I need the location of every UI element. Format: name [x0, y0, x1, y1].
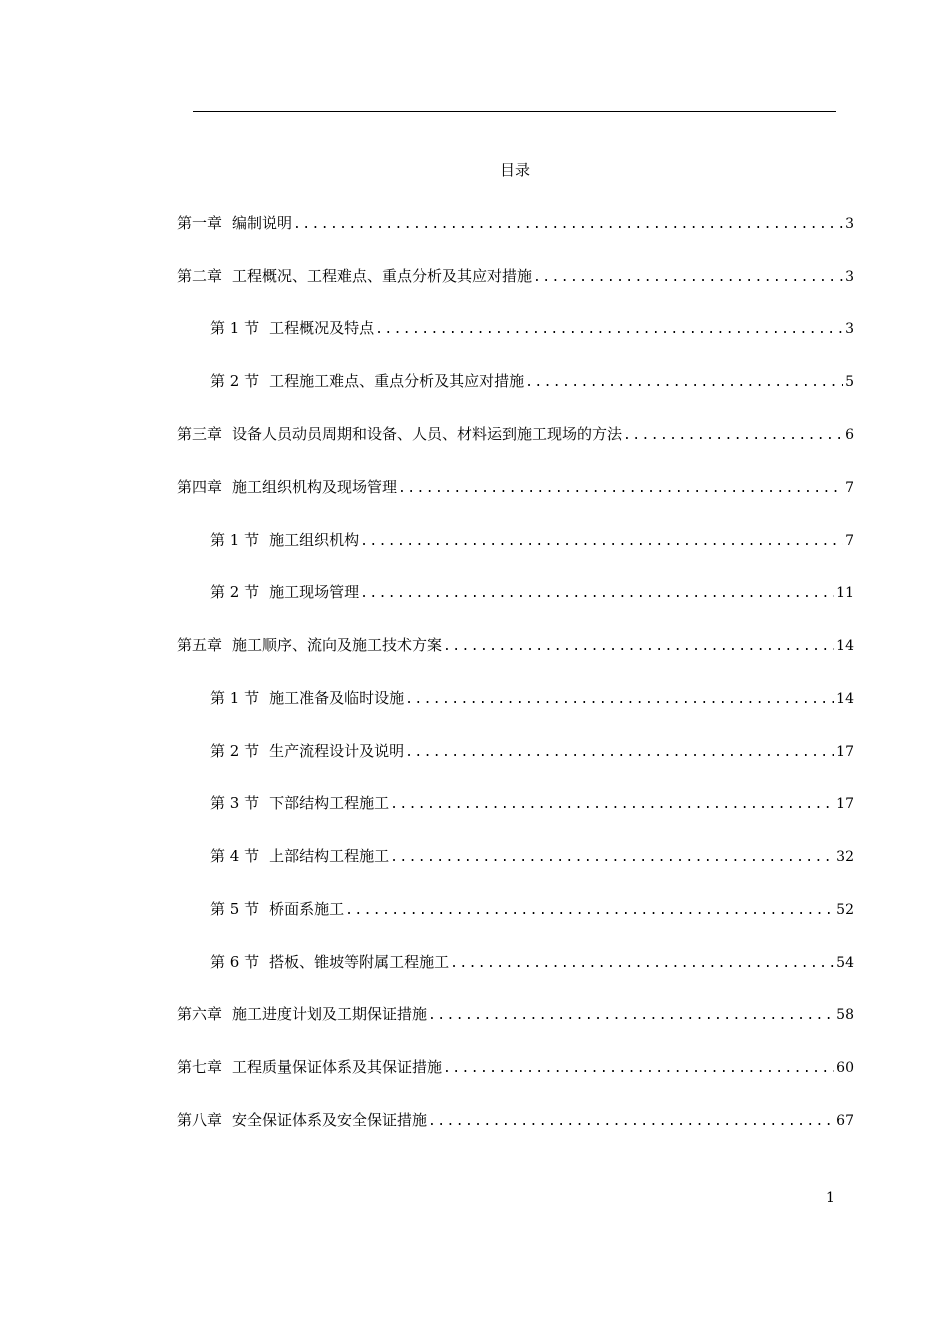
toc-entry-title: 施工组织机构 — [269, 531, 360, 549]
toc-entry-number: 第三章 — [177, 425, 223, 443]
toc-dot-leader — [443, 1058, 834, 1080]
toc-entry-number: 第 1 节 — [210, 689, 260, 707]
toc-entry-number: 第二章 — [177, 267, 223, 285]
toc-dot-leader — [405, 689, 834, 711]
toc-entry-page: 17 — [836, 796, 854, 812]
toc-dot-leader — [450, 953, 834, 975]
toc-entry-page: 58 — [836, 1007, 854, 1023]
page-number: 1 — [826, 1190, 835, 1206]
toc-entry-page: 14 — [836, 638, 854, 654]
toc-entry-page: 5 — [845, 374, 854, 390]
toc-entry-page: 67 — [836, 1113, 854, 1129]
toc-entry-chapter-5-section-1[interactable] — [210, 687, 854, 711]
toc-entry-title: 施工组织机构及现场管理 — [232, 478, 398, 496]
toc-entry-title: 搭板、锥坡等附属工程施工 — [269, 953, 450, 971]
toc-entry-number: 第 5 节 — [210, 900, 260, 918]
toc-dot-leader — [443, 636, 834, 658]
toc-title: 目录 — [499, 161, 530, 179]
toc-dot-leader — [390, 794, 834, 816]
toc-entry-number: 第五章 — [177, 636, 223, 654]
toc-entry-chapter-3[interactable] — [177, 423, 854, 447]
toc-entry-chapter-2[interactable] — [177, 265, 854, 289]
toc-entry-chapter-4-section-2[interactable] — [210, 581, 854, 605]
toc-dot-leader — [390, 847, 834, 869]
toc-entry-number: 第一章 — [177, 214, 223, 232]
toc-entry-number: 第 4 节 — [210, 847, 260, 865]
toc-entry-chapter-5-section-6[interactable] — [210, 951, 854, 975]
toc-entry-chapter-8[interactable] — [177, 1109, 854, 1133]
toc-entry-title: 桥面系施工 — [269, 900, 345, 918]
toc-entry-number: 第七章 — [177, 1058, 223, 1076]
toc-dot-leader — [375, 319, 843, 341]
toc-dot-leader — [398, 478, 843, 500]
toc-entry-chapter-5[interactable] — [177, 634, 854, 658]
toc-entry-title: 工程概况及特点 — [269, 319, 375, 337]
toc-entry-chapter-6[interactable] — [177, 1003, 854, 1027]
toc-entry-title: 施工现场管理 — [269, 583, 360, 601]
toc-dot-leader — [533, 267, 843, 289]
toc-entry-title: 工程概况、工程难点、重点分析及其应对措施 — [232, 267, 533, 285]
toc-entry-page: 14 — [836, 691, 854, 707]
toc-entry-title: 施工进度计划及工期保证措施 — [232, 1005, 428, 1023]
toc-entry-chapter-2-section-2[interactable] — [210, 370, 854, 394]
toc-entry-page: 3 — [845, 321, 854, 337]
toc-entry-number: 第 2 节 — [210, 372, 260, 390]
toc-dot-leader — [360, 531, 843, 553]
toc-entry-title: 工程施工难点、重点分析及其应对措施 — [269, 372, 525, 390]
toc-entry-title: 下部结构工程施工 — [269, 794, 390, 812]
toc-entry-page: 3 — [845, 216, 854, 232]
toc-entry-chapter-4[interactable] — [177, 476, 854, 500]
toc-entry-chapter-5-section-5[interactable] — [210, 898, 854, 922]
toc-dot-leader — [428, 1111, 834, 1133]
toc-entry-number: 第 2 节 — [210, 583, 260, 601]
toc-entry-number: 第四章 — [177, 478, 223, 496]
toc-entry-title: 施工顺序、流向及施工技术方案 — [232, 636, 443, 654]
toc-entry-chapter-2-section-1[interactable] — [210, 317, 854, 341]
toc-entry-page: 52 — [836, 902, 854, 918]
toc-entry-number: 第 2 节 — [210, 742, 260, 760]
toc-entry-title: 上部结构工程施工 — [269, 847, 390, 865]
toc-entry-number: 第 1 节 — [210, 531, 260, 549]
toc-entry-chapter-5-section-3[interactable] — [210, 792, 854, 816]
toc-entry-title: 工程质量保证体系及其保证措施 — [232, 1058, 443, 1076]
toc-dot-leader — [360, 583, 834, 605]
toc-entry-page: 11 — [836, 585, 854, 601]
toc-entry-page: 60 — [836, 1060, 854, 1076]
toc-entry-title: 安全保证体系及安全保证措施 — [232, 1111, 428, 1129]
toc-entry-number: 第 1 节 — [210, 319, 260, 337]
toc-entry-title: 生产流程设计及说明 — [269, 742, 405, 760]
toc-dot-leader — [405, 742, 834, 764]
toc-dot-leader — [525, 372, 843, 394]
toc-entry-page: 17 — [836, 744, 854, 760]
toc-entry-page: 3 — [845, 269, 854, 285]
toc-entry-page: 7 — [845, 533, 854, 549]
toc-entry-number: 第八章 — [177, 1111, 223, 1129]
toc-entry-number: 第 6 节 — [210, 953, 260, 971]
toc-dot-leader — [623, 425, 843, 447]
toc-entry-page: 7 — [845, 480, 854, 496]
toc-entry-title: 设备人员动员周期和设备、人员、材料运到施工现场的方法 — [232, 425, 623, 443]
toc-entry-page: 54 — [836, 955, 854, 971]
toc-entry-chapter-5-section-2[interactable] — [210, 740, 854, 764]
toc-entry-title: 施工准备及临时设施 — [269, 689, 405, 707]
toc-dot-leader — [428, 1005, 834, 1027]
toc-entry-page: 6 — [845, 427, 854, 443]
toc-entry-number: 第六章 — [177, 1005, 223, 1023]
toc-dot-leader — [345, 900, 834, 922]
toc-entry-chapter-5-section-4[interactable] — [210, 845, 854, 869]
toc-entry-chapter-7[interactable] — [177, 1056, 854, 1080]
toc-dot-leader — [293, 214, 843, 236]
toc-entry-chapter-1[interactable] — [177, 212, 854, 236]
toc-entry-chapter-4-section-1[interactable] — [210, 529, 854, 553]
toc-entry-page: 32 — [836, 849, 854, 865]
toc-entry-title: 编制说明 — [232, 214, 293, 232]
toc-entry-number: 第 3 节 — [210, 794, 260, 812]
